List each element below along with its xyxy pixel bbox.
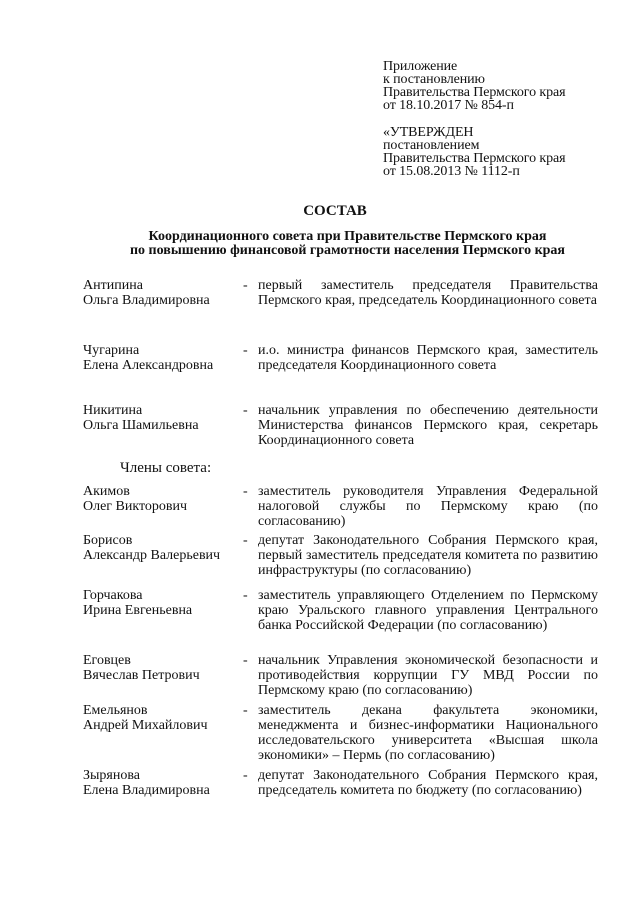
approved-line: «УТВЕРЖДЕН [383,125,474,140]
entry-dash: - [243,278,248,293]
approved-line: от 15.08.2013 № 1112-п [383,164,520,179]
member-name [83,588,243,618]
member-role: первый заместитель председателя Правительства Пермского края, председатель Координационного совета [258,278,598,308]
appendix-note [383,60,565,112]
member-role: заместитель руководителя Управления Федеральной налоговой службы по Пермскому краю (по согласованию) [258,484,598,529]
member-name [83,768,243,798]
member-given-name: Елена Владимировна [83,783,210,798]
member-given-name: Ольга Шамильевна [83,418,199,433]
entry-dash: - [243,533,248,548]
member-name [83,533,243,563]
member-role: и.о. министра финансов Пермского края, заместитель председателя Координационного совета [258,343,598,373]
entry-dash: - [243,403,248,418]
member-given-name: Вячеслав Петрович [83,668,200,683]
title-sub-line: Координационного совета при Правительстве Пермского края [148,229,547,244]
entry-dash: - [243,588,248,603]
appendix-line: к постановлению [383,72,485,87]
member-surname: Емельянов [83,703,148,718]
appendix-line: Приложение [383,59,458,74]
member-name [83,703,243,733]
title-main: СОСТАВ [303,203,367,219]
member-role: заместитель декана факультета экономики, менеджмента и бизнес-информатики Национального исследовательского университета «Высшая школа экономики» – Пермь (по согласованию) [258,703,598,763]
member-given-name: Александр Валерьевич [83,548,221,563]
appendix-line: Правительства Пермского края [383,85,566,100]
member-name [83,278,243,308]
appendix-line: от 18.10.2017 № 854-п [383,98,514,113]
member-name [83,653,243,683]
member-role: депутат Законодательного Собрания Пермского края, первый заместитель председателя комитета по развитию инфраструктуры (по согласованию) [258,533,598,578]
members-heading: Члены совета: [120,460,212,476]
member-surname: Антипина [83,278,143,293]
entry-dash: - [243,653,248,668]
member-given-name: Олег Викторович [83,499,188,514]
member-name [83,343,243,373]
approved-line: постановлением [383,138,480,153]
member-given-name: Елена Александровна [83,358,214,373]
entry-dash: - [243,768,248,783]
member-surname: Акимов [83,484,130,499]
member-name [83,484,243,514]
entry-dash: - [243,343,248,358]
member-role: заместитель управляющего Отделением по Пермскому краю Уральского главного управления Центрального банка Российской Федерации (по согласованию) [258,588,598,633]
member-given-name: Ирина Евгеньевна [83,603,193,618]
approved-note [383,126,565,178]
member-role: начальник Управления экономической безопасности и противодействия коррупции ГУ МВД России по Пермскому краю (по согласованию) [258,653,598,698]
member-surname: Горчакова [83,588,143,603]
member-surname: Чугарина [83,343,140,358]
entry-dash: - [243,484,248,499]
member-role: начальник управления по обеспечению деятельности Министерства финансов Пермского края, секретарь Координационного совета [258,403,598,448]
member-name [83,403,243,433]
approved-line: Правительства Пермского края [383,151,566,166]
member-role: депутат Законодательного Собрания Пермского края, председатель комитета по бюджету (по согласованию) [258,768,598,798]
member-given-name: Андрей Михайлович [83,718,208,733]
title-sub-line: по повышению финансовой грамотности населения Пермского края [129,243,566,258]
member-surname: Борисов [83,533,133,548]
entry-dash: - [243,703,248,718]
member-surname: Зырянова [83,768,140,783]
member-surname: Еговцев [83,653,131,668]
document-title [0,203,640,258]
member-surname: Никитина [83,403,143,418]
member-given-name: Ольга Владимировна [83,293,210,308]
